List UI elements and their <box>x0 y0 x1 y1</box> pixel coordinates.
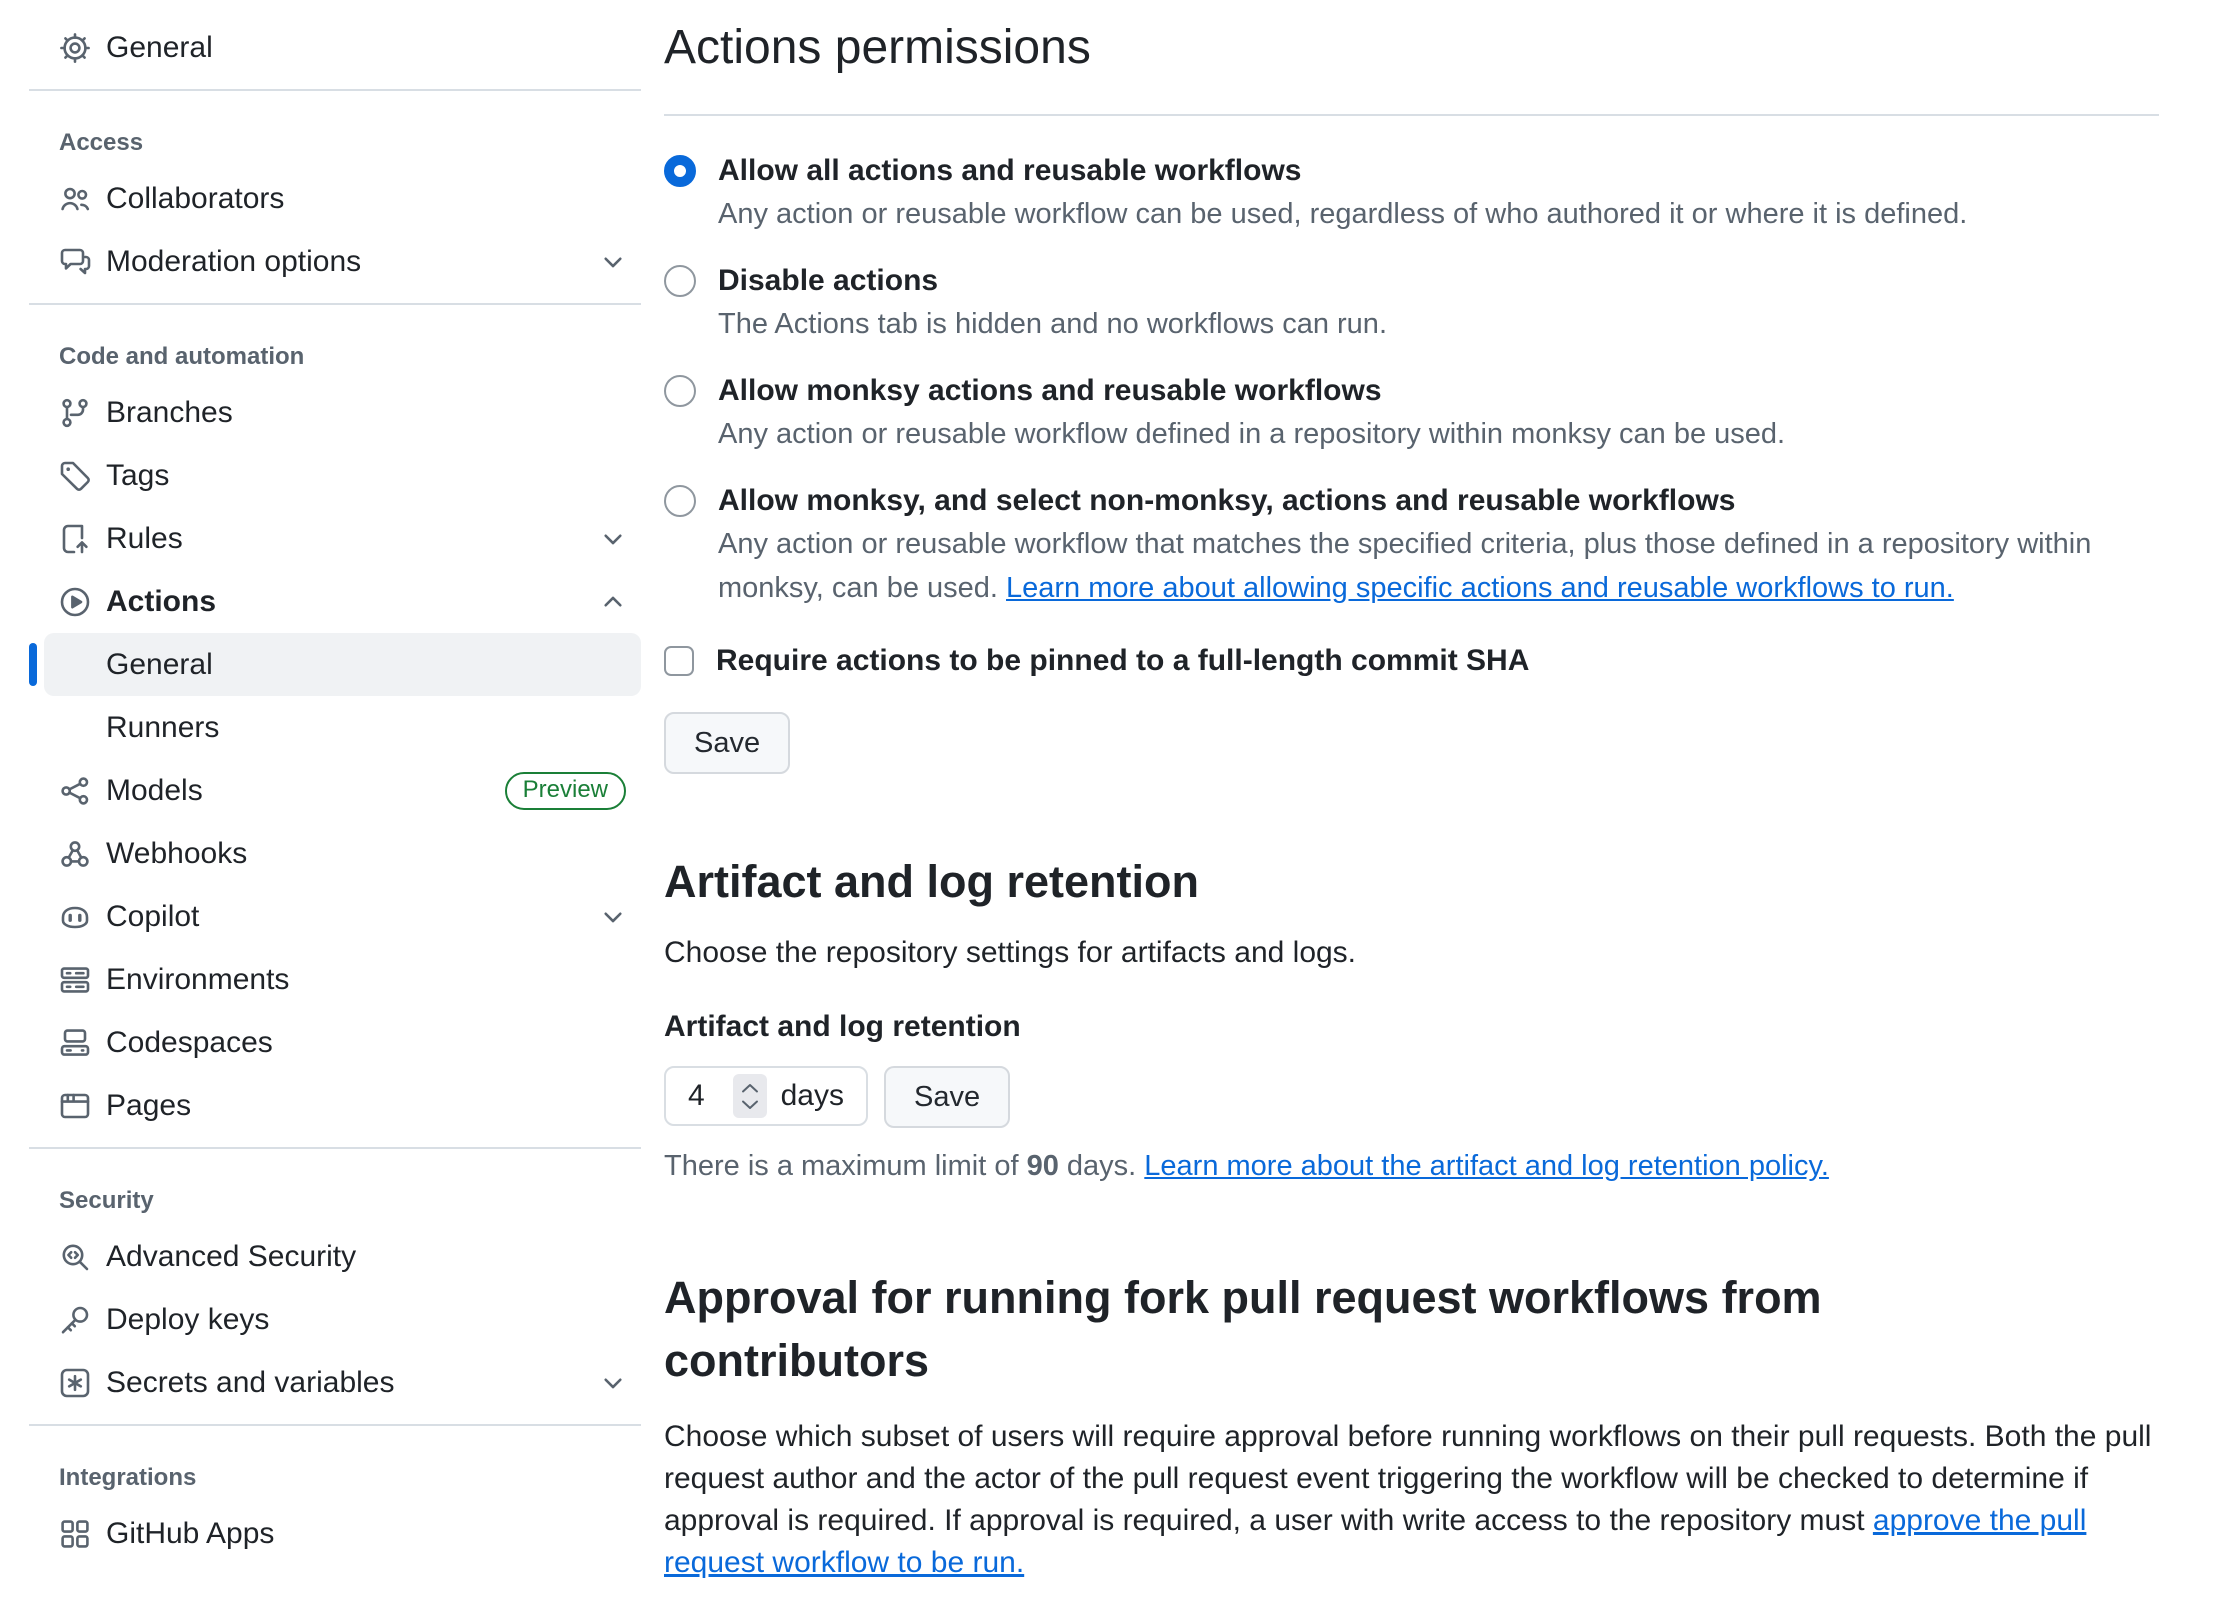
sidebar-item-general[interactable] <box>44 16 641 79</box>
sidebar-item-pages[interactable] <box>44 1074 641 1137</box>
webhook-icon <box>59 838 91 870</box>
approval-heading: Approval for running fork pull request workflows from contributors <box>664 1272 1822 1386</box>
sidebar-item-label: Moderation options <box>106 244 362 278</box>
sidebar-item-actions[interactable] <box>44 570 641 633</box>
sidebar-item-advanced-security[interactable] <box>44 1225 641 1288</box>
sidebar-item-label: Pages <box>106 1088 192 1122</box>
retention-input-row <box>664 1066 2159 1128</box>
sidebar-item-copilot[interactable] <box>44 885 641 948</box>
tag-icon <box>59 460 91 492</box>
option-description <box>718 522 2159 610</box>
sidebar-section-security: Security <box>59 1187 154 1214</box>
sidebar-item-deploy-keys[interactable] <box>44 1288 641 1351</box>
option-label[interactable]: Disable actions <box>718 264 939 297</box>
learn-more-specific-actions-link[interactable]: Learn more about allowing specific actions and reusable workflows to run. <box>1006 572 1954 604</box>
radio-allow-monksy[interactable] <box>664 375 696 407</box>
sidebar-section-integrations: Integrations <box>59 1464 197 1491</box>
sidebar-item-label: Tags <box>106 458 170 492</box>
sidebar-item-webhooks[interactable] <box>44 822 641 885</box>
sidebar-item-actions-general[interactable] <box>44 633 641 696</box>
sidebar-item-label: Copilot <box>106 899 200 933</box>
sidebar-divider <box>29 1424 641 1426</box>
pin-sha-label[interactable]: Require actions to be pinned to a full-length commit SHA <box>716 644 1530 677</box>
stepper-up-icon[interactable] <box>741 1083 759 1094</box>
retention-policy-link[interactable]: Learn more about the artifact and log retention policy. <box>1144 1150 1829 1182</box>
sidebar-item-label: Environments <box>106 962 290 996</box>
sidebar-item-label: GitHub Apps <box>106 1516 275 1550</box>
settings-sidebar <box>0 0 661 1614</box>
sidebar-item-rules[interactable] <box>44 507 641 570</box>
sidebar-item-secrets-and-variables[interactable] <box>44 1351 641 1414</box>
asterisk-box-icon <box>59 1367 91 1399</box>
radio-allow-all[interactable] <box>664 155 696 187</box>
server-icon <box>59 964 91 996</box>
radio-allow-monksy-select[interactable] <box>664 485 696 517</box>
limit-days: 90 <box>1026 1150 1059 1182</box>
retention-description: Choose the repository settings for artifacts and logs. <box>664 936 1357 969</box>
sidebar-item-label: Collaborators <box>106 181 285 215</box>
option-description: Any action or reusable workflow defined in a repository within monksy can be used. <box>718 418 1786 450</box>
comment-discussion-icon <box>59 246 91 278</box>
sidebar-item-label: Models <box>106 773 203 807</box>
sidebar-divider <box>29 303 641 305</box>
number-stepper[interactable] <box>733 1074 767 1118</box>
retention-limit-note <box>664 1144 2159 1188</box>
gear-icon <box>59 32 91 64</box>
browser-icon <box>59 1090 91 1122</box>
sidebar-item-moderation-options[interactable] <box>44 230 641 293</box>
chevron-down-icon <box>600 1370 626 1396</box>
sidebar-item-label: Rules <box>106 521 183 555</box>
chevron-up-icon <box>600 589 626 615</box>
chevron-down-icon <box>600 526 626 552</box>
sidebar-divider <box>29 89 641 91</box>
sidebar-item-label: General <box>106 647 213 681</box>
retention-days-input[interactable] <box>664 1066 868 1126</box>
option-label[interactable]: Allow monksy actions and reusable workflows <box>718 374 1382 407</box>
page-title: Actions permissions <box>664 21 1091 74</box>
sidebar-item-github-apps[interactable] <box>44 1502 641 1565</box>
sidebar-item-label: Advanced Security <box>106 1239 357 1273</box>
main-content <box>661 0 2215 1614</box>
sidebar-item-label: Deploy keys <box>106 1302 270 1336</box>
sidebar-item-collaborators[interactable] <box>44 167 641 230</box>
limit-prefix: There is a maximum limit of <box>664 1150 1019 1182</box>
sidebar-item-label: Secrets and variables <box>106 1365 395 1399</box>
pin-sha-row <box>664 644 2159 678</box>
sidebar-section-access: Access <box>59 129 144 156</box>
sidebar-item-codespaces[interactable] <box>44 1011 641 1074</box>
approval-body <box>664 1416 2159 1584</box>
actions-permissions-options <box>664 150 2159 610</box>
retention-heading: Artifact and log retention <box>664 856 1200 907</box>
share-nodes-icon <box>59 775 91 807</box>
sidebar-item-label: Codespaces <box>106 1025 273 1059</box>
sidebar-item-branches[interactable] <box>44 381 641 444</box>
option-disable-actions <box>664 260 2159 346</box>
retention-unit-label: days <box>780 1079 844 1112</box>
sidebar-item-label: Actions <box>106 584 217 618</box>
apps-icon <box>59 1518 91 1550</box>
option-description: Any action or reusable workflow can be used, regardless of who authored it or where it is defined. <box>718 198 1968 230</box>
option-description: The Actions tab is hidden and no workflows can run. <box>718 308 1387 340</box>
option-label[interactable]: Allow all actions and reusable workflows <box>718 154 1302 187</box>
pin-sha-checkbox[interactable] <box>664 646 694 676</box>
codespaces-icon <box>59 1027 91 1059</box>
sidebar-item-label: Webhooks <box>106 836 248 870</box>
key-icon <box>59 1304 91 1336</box>
people-icon <box>59 183 91 215</box>
sidebar-divider <box>29 1147 641 1149</box>
preview-badge: Preview <box>505 772 626 810</box>
retention-save-button[interactable]: Save <box>884 1066 1010 1128</box>
permissions-save-button[interactable]: Save <box>664 712 790 774</box>
sidebar-item-actions-runners[interactable] <box>44 696 641 759</box>
limit-suffix: days. <box>1066 1150 1137 1182</box>
option-description-text: Any action or reusable workflow that matches the specified criteria, plus those defined in a repository within monksy, can be used. <box>718 528 2092 604</box>
git-branch-icon <box>59 397 91 429</box>
chevron-down-icon <box>600 904 626 930</box>
option-allow-all <box>664 150 2159 236</box>
sidebar-item-label: General <box>106 30 213 64</box>
option-allow-monksy <box>664 370 2159 456</box>
sidebar-item-tags[interactable] <box>44 444 641 507</box>
option-label[interactable]: Allow monksy, and select non-monksy, actions and reusable workflows <box>718 484 1736 517</box>
sidebar-item-label: Runners <box>106 710 220 744</box>
option-allow-monksy-select <box>664 480 2159 610</box>
radio-disable-actions[interactable] <box>664 265 696 297</box>
approve-workflow-link[interactable]: approve the pull request workflow to be run. <box>664 1504 2087 1579</box>
code-scan-icon <box>59 1241 91 1273</box>
play-icon <box>59 586 91 618</box>
retention-days-value[interactable]: 4 <box>688 1079 705 1112</box>
sidebar-item-models[interactable] <box>44 759 641 822</box>
title-divider <box>664 114 2159 116</box>
chevron-down-icon <box>600 249 626 275</box>
retention-field-label: Artifact and log retention <box>664 1010 1021 1043</box>
sidebar-item-environments[interactable] <box>44 948 641 1011</box>
sidebar-item-label: Branches <box>106 395 233 429</box>
rules-icon <box>59 523 91 555</box>
stepper-down-icon[interactable] <box>741 1099 759 1110</box>
approval-body-text: Choose which subset of users will require approval before running workflows on their pull requests. Both the pull request author and the actor of the pull request event triggering the workflow will be checked to determine if approval is required. If approval is required, a user with write access to the repository must <box>664 1420 2152 1537</box>
sidebar-section-code-and-automation: Code and automation <box>59 343 305 370</box>
copilot-icon <box>59 901 91 933</box>
